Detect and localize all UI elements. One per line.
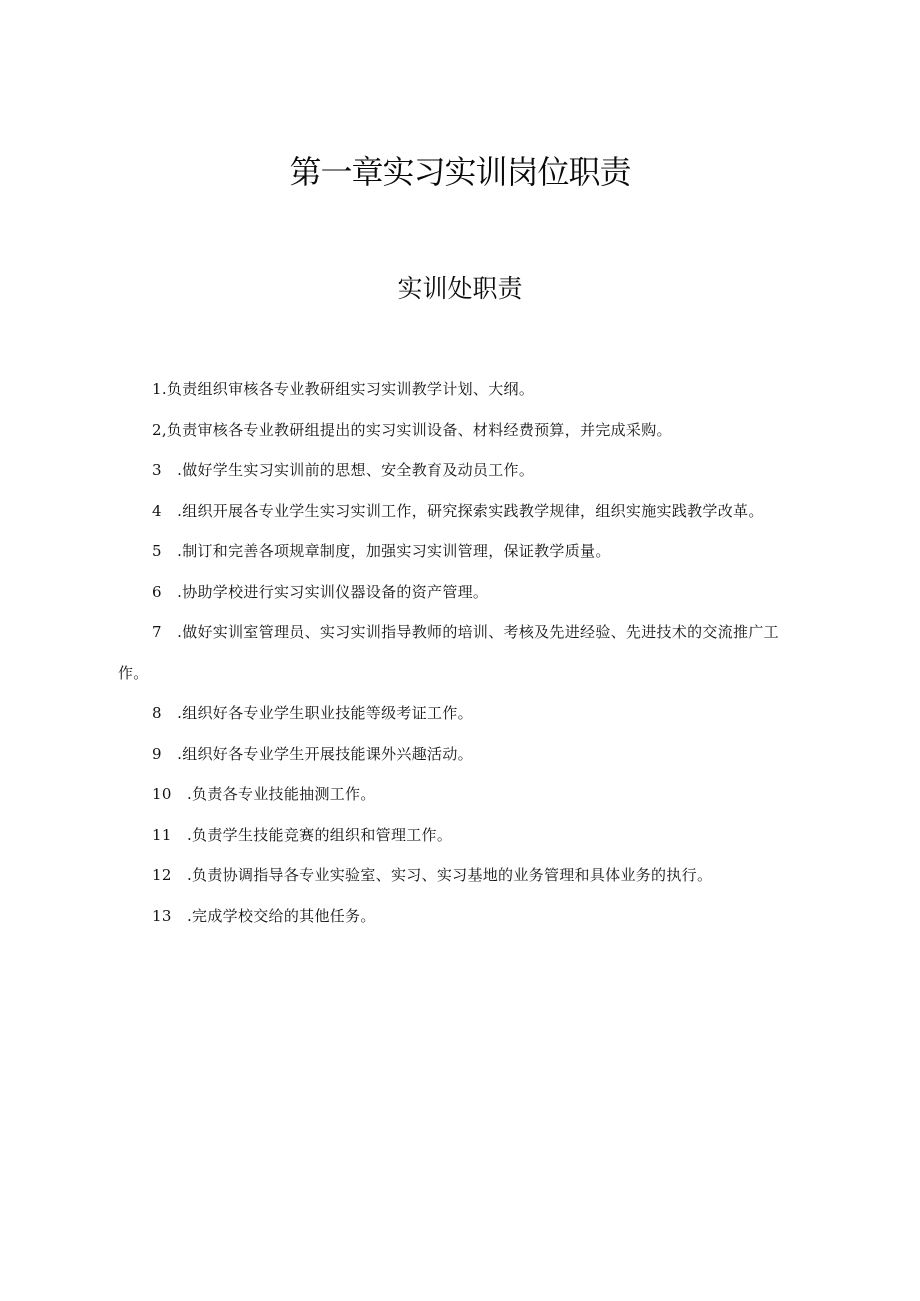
duty-item-12: 12 .负责协调指导各专业实验室、实习、实习基地的业务管理和具体业务的执行。: [152, 866, 713, 884]
section-title: 实训处职责: [397, 274, 523, 303]
duty-item-1: 1.负责组织审核各专业教研组实习实训教学计划、大纲。: [152, 380, 535, 398]
duty-item-2: 2,负责审核各专业教研组提出的实习实训设备、材料经费预算，并完成采购。: [152, 420, 672, 439]
duty-list: [118, 369, 808, 936]
duty-item-9: 9 .组织好各专业学生开展技能课外兴趣活动。: [152, 744, 473, 763]
chapter-title: 第一章实习实训岗位职责: [289, 153, 631, 191]
duty-item-6: 6 .协助学校进行实习实训仪器设备的资产管理。: [152, 582, 489, 601]
duty-item-7: 7 .做好实训室管理员、实习实训指导教师的培训、考核及先进经验、先进技术的交流推广工作。: [118, 623, 779, 682]
duty-item-11: 11 .负责学生技能竞赛的组织和管理工作。: [152, 825, 453, 844]
duty-item-8: 8 .组织好各专业学生职业技能等级考证工作。: [152, 704, 473, 722]
duty-item-10: 10 .负责各专业技能抽测工作。: [152, 785, 376, 803]
duty-item-13: 13 .完成学校交给的其他任务。: [152, 906, 376, 925]
duty-item-4: 4 .组织开展各专业学生实习实训工作，研究探索实践教学规律，组织实施实践教学改革。: [152, 501, 764, 520]
duty-item-3: 3 .做好学生实习实训前的思想、安全教育及动员工作。: [152, 461, 535, 479]
duty-item-5: 5 .制订和完善各项规章制度，加强实习实训管理，保证教学质量。: [152, 542, 611, 560]
